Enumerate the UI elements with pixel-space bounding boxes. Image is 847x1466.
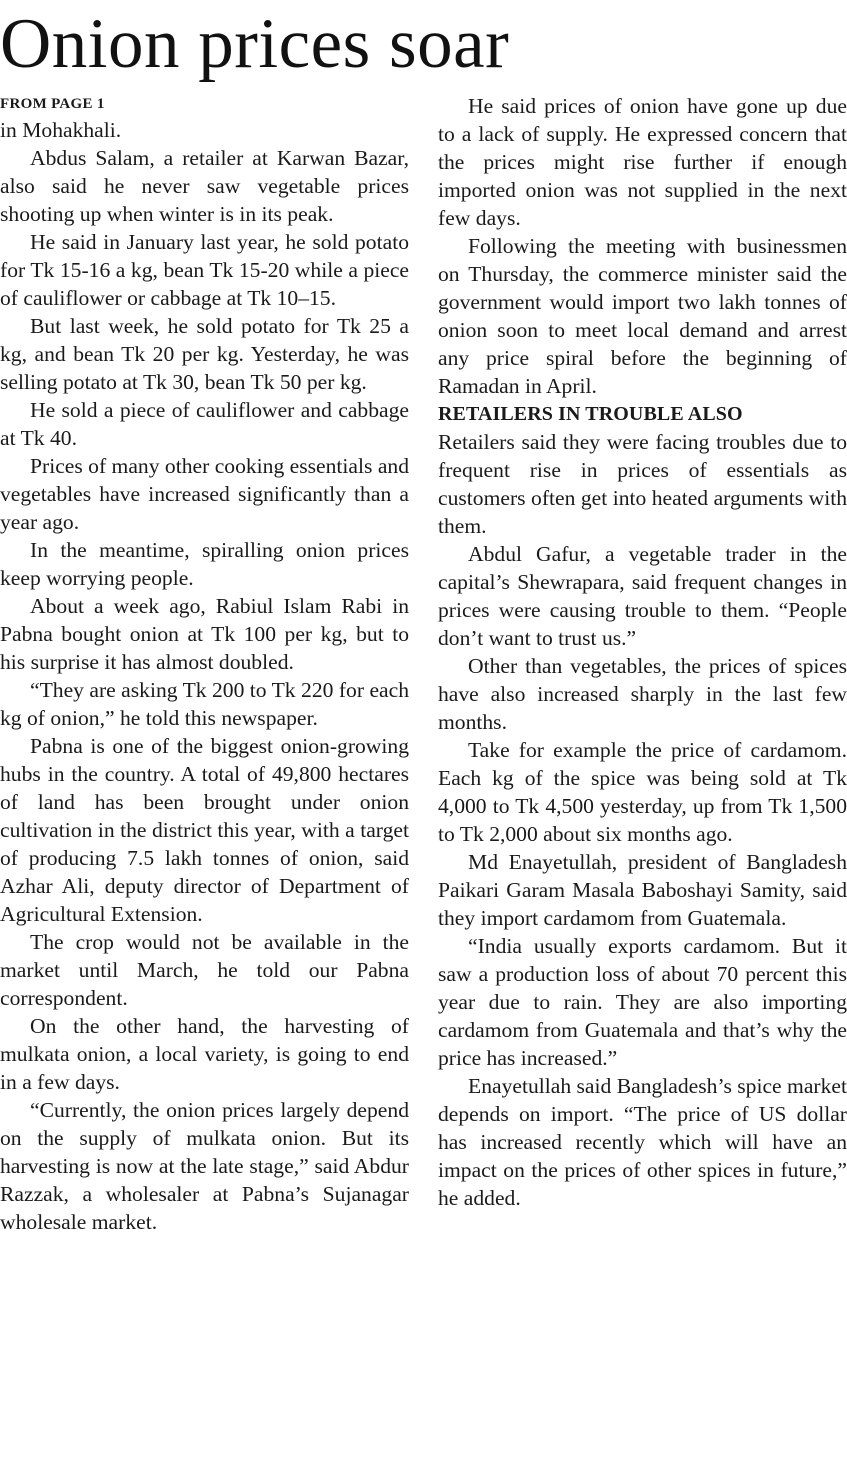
article-paragraph: Abdul Gafur, a vegetable trader in the capital’s Shewrapara, said frequent changes in prices were causing trouble to them. “People don’t want to trust us.” [438, 542, 847, 650]
article-paragraph: The crop would not be available in the market until March, he told our Pabna correspondent. [0, 930, 409, 1010]
article-headline: Onion prices soar [0, 5, 510, 83]
article-paragraph: He said in January last year, he sold potato for Tk 15-16 a kg, bean Tk 15-20 while a piece of cauliflower or cabbage at Tk 10–15. [0, 230, 409, 310]
article-paragraph: “India usually exports cardamom. But it saw a production loss of about 70 percent this year due to rain. They are also importing cardamom from Guatemala and that’s why the price has increased.” [438, 934, 847, 1070]
article-paragraph: But last week, he sold potato for Tk 25 a kg, and bean Tk 20 per kg. Yesterday, he was selling potato at Tk 30, bean Tk 50 per kg. [0, 314, 409, 394]
article-paragraph: Prices of many other cooking essentials and vegetables have increased significantly than a year ago. [0, 454, 409, 534]
continuation-kicker: FROM PAGE 1 [0, 96, 105, 112]
article-paragraph: in Mohakhali. [0, 118, 122, 142]
article-paragraph: About a week ago, Rabiul Islam Rabi in Pabna bought onion at Tk 100 per kg, but to his surprise it has almost doubled. [0, 594, 409, 674]
article-paragraph: “Currently, the onion prices largely depend on the supply of mulkata onion. But its harvesting is now at the late stage,” said Abdur Razzak, a wholesaler at Pabna’s Sujanagar wholesale market. [0, 1098, 409, 1234]
left-column [0, 92, 409, 1236]
right-column [438, 92, 847, 1212]
article-paragraph: Other than vegetables, the prices of spices have also increased sharply in the last few months. [438, 654, 847, 734]
article-paragraph: Take for example the price of cardamom. Each kg of the spice was being sold at Tk 4,000 to Tk 4,500 yesterday, up from Tk 1,500 to Tk 2,000 about six months ago. [438, 738, 847, 846]
article-paragraph: He sold a piece of cauliflower and cabbage at Tk 40. [0, 398, 409, 450]
left-paragraphs [0, 116, 409, 1236]
right-paragraphs-top [438, 92, 847, 400]
article-paragraph: Md Enayetullah, president of Bangladesh Paikari Garam Masala Baboshayi Samity, said they import cardamom from Guatemala. [438, 850, 847, 930]
article-paragraph: Pabna is one of the biggest onion-growing hubs in the country. A total of 49,800 hectares of land has been brought under onion cultivation in the district this year, with a target of producing 7.5 lakh tonnes of onion, said Azhar Ali, deputy director of Department of Agricultural Extension. [0, 734, 409, 926]
right-paragraphs-bottom [438, 428, 847, 1212]
article-paragraph: He said prices of onion have gone up due to a lack of supply. He expressed concern that the prices might rise further if enough imported onion was not supplied in the next few days. [438, 94, 847, 230]
article-paragraph: Following the meeting with businessmen on Thursday, the commerce minister said the government would import two lakh tonnes of onion soon to meet local demand and arrest any price spiral before the beginning of Ramadan in April. [438, 234, 847, 398]
article-paragraph: “They are asking Tk 200 to Tk 220 for each kg of onion,” he told this newspaper. [0, 678, 409, 730]
article-paragraph: Retailers said they were facing troubles due to frequent rise in prices of essentials as customers often get into heated arguments with them. [438, 430, 847, 538]
section-subhead: RETAILERS IN TROUBLE ALSO [438, 403, 743, 425]
article-paragraph: Enayetullah said Bangladesh’s spice market depends on import. “The price of US dollar has increased recently which will have an impact on the prices of other spices in future,” he added. [438, 1074, 847, 1210]
article-paragraph: On the other hand, the harvesting of mulkata onion, a local variety, is going to end in a few days. [0, 1014, 409, 1094]
article-paragraph: In the meantime, spiralling onion prices keep worrying people. [0, 538, 409, 590]
article-paragraph: Abdus Salam, a retailer at Karwan Bazar, also said he never saw vegetable prices shooting up when winter is in its peak. [0, 146, 409, 226]
